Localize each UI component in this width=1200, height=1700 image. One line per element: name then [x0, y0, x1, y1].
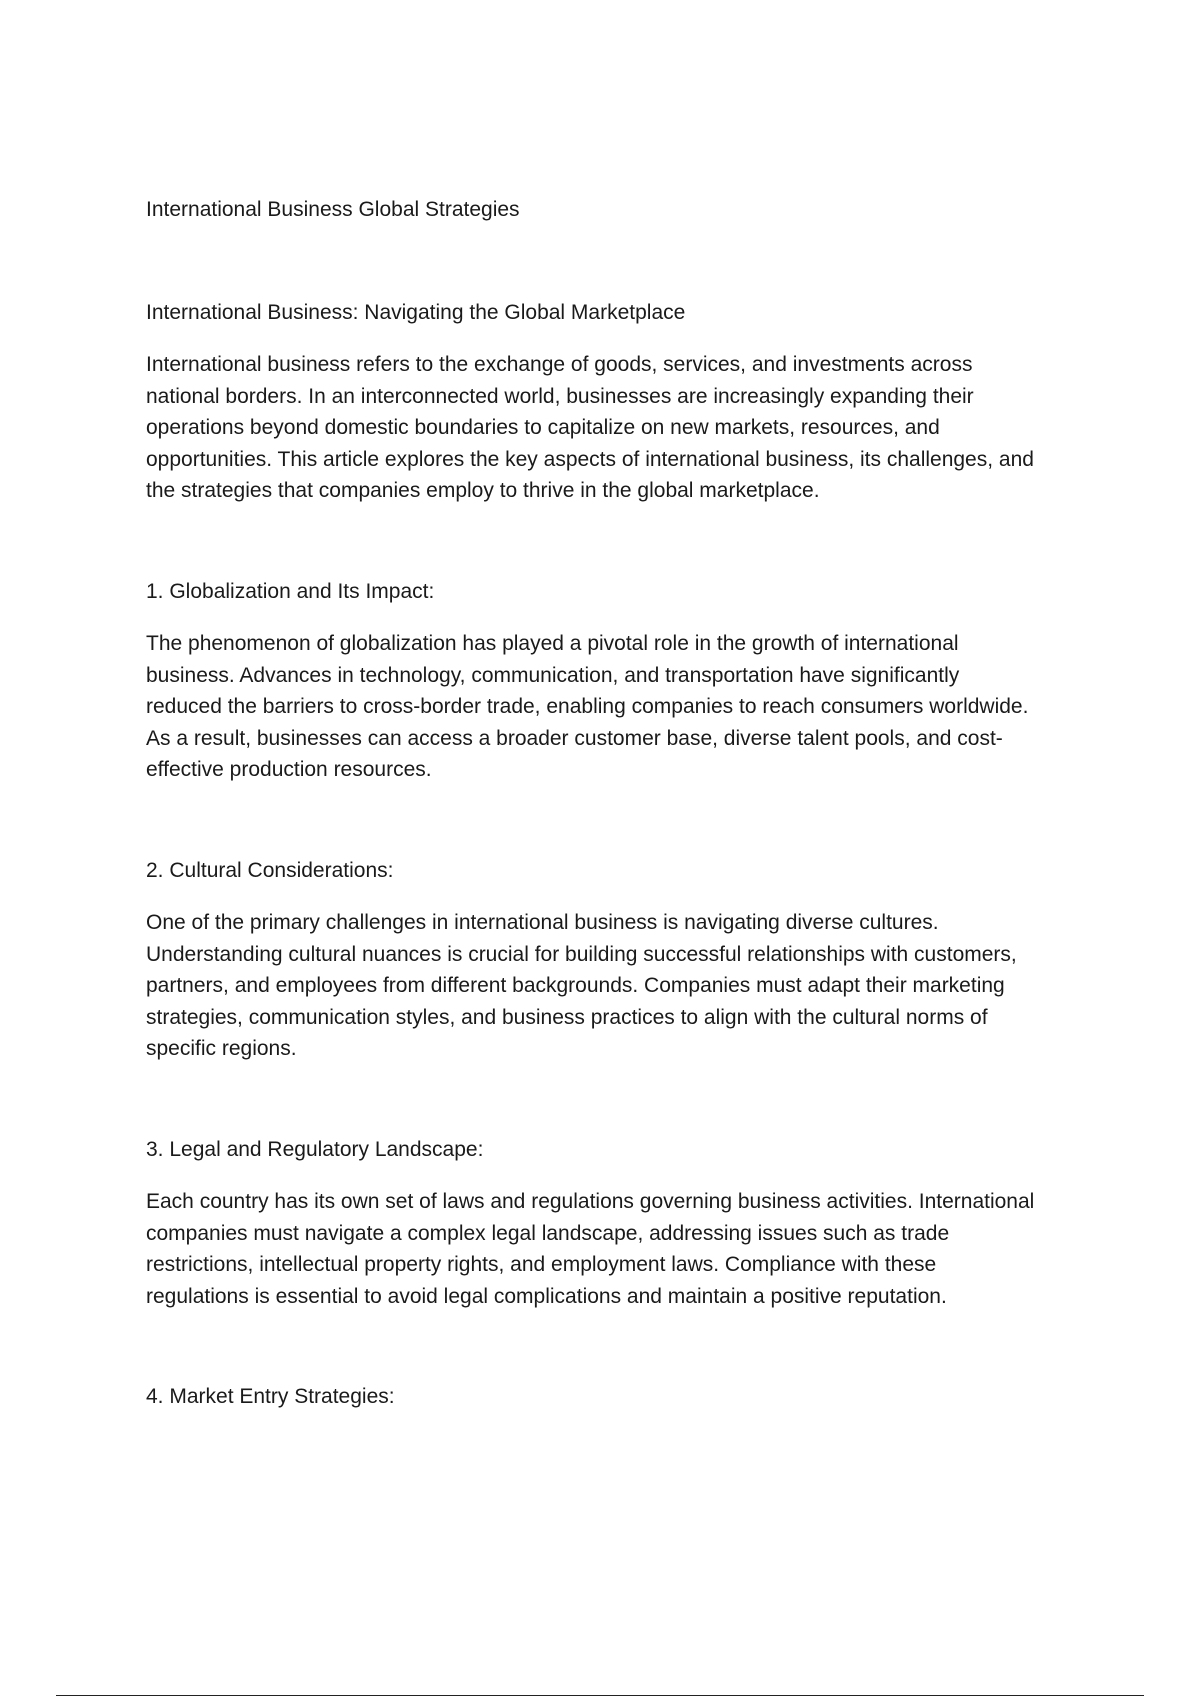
- intro-heading: International Business: Navigating the Global Marketplace: [146, 301, 686, 324]
- section-paragraph: [146, 907, 1096, 1065]
- paragraph-line: Each country has its own set of laws and regulations governing business activities. International: [146, 1190, 1035, 1213]
- paragraph-line: companies must navigate a complex legal landscape, addressing issues such as trade: [146, 1221, 950, 1245]
- paragraph-line: One of the primary challenges in international business is navigating diverse cultures.: [146, 911, 939, 934]
- paragraph-line: effective production resources.: [146, 758, 432, 781]
- paragraph-line: partners, and employees from different backgrounds. Companies must adapt their marketing: [146, 974, 1005, 997]
- paragraph-line: the strategies that companies employ to thrive in the global marketplace.: [146, 479, 820, 502]
- footer-divider: [56, 1695, 1144, 1696]
- section-paragraph: [146, 628, 1096, 786]
- paragraph-line: As a result, businesses can access a broader customer base, diverse talent pools, and cost-: [146, 726, 1003, 750]
- section-legal: [146, 1136, 1096, 1312]
- paragraph-line: restrictions, intellectual property rights, and employment laws. Compliance with these: [146, 1253, 937, 1276]
- intro-section: [146, 299, 1096, 507]
- section-market-entry: [146, 1383, 1096, 1433]
- section-heading: 3. Legal and Regulatory Landscape:: [146, 1138, 484, 1161]
- paragraph-line: International business refers to the exchange of goods, services, and investments across: [146, 353, 973, 376]
- section-globalization: [146, 578, 1096, 786]
- paragraph-line: reduced the barriers to cross-border trade, enabling companies to reach consumers worldwide.: [146, 695, 1029, 718]
- section-heading: 2. Cultural Considerations:: [146, 859, 394, 882]
- paragraph-line: strategies, communication styles, and business practices to align with the cultural norms of: [146, 1005, 988, 1029]
- paragraph-line: national borders. In an interconnected world, businesses are increasingly expanding their: [146, 384, 974, 408]
- paragraph-line: specific regions.: [146, 1037, 297, 1060]
- section-heading: 1. Globalization and Its Impact:: [146, 580, 435, 603]
- intro-paragraph: [146, 349, 1096, 507]
- paragraph-line: opportunities. This article explores the key aspects of international business, its challenges, and: [146, 447, 1034, 471]
- paragraph-line: The phenomenon of globalization has played a pivotal role in the growth of international: [146, 632, 959, 655]
- paragraph-line: business. Advances in technology, communication, and transportation have significantly: [146, 663, 960, 687]
- paragraph-line: regulations is essential to avoid legal complications and maintain a positive reputation.: [146, 1284, 947, 1308]
- section-paragraph: [146, 1186, 1096, 1312]
- paragraph-line: operations beyond domestic boundaries to capitalize on new markets, resources, and: [146, 416, 940, 439]
- section-heading: 4. Market Entry Strategies:: [146, 1385, 395, 1408]
- section-cultural: [146, 857, 1096, 1065]
- paragraph-line: Understanding cultural nuances is crucial for building successful relationships with customers,: [146, 942, 1017, 966]
- document-title: International Business Global Strategies: [146, 198, 520, 221]
